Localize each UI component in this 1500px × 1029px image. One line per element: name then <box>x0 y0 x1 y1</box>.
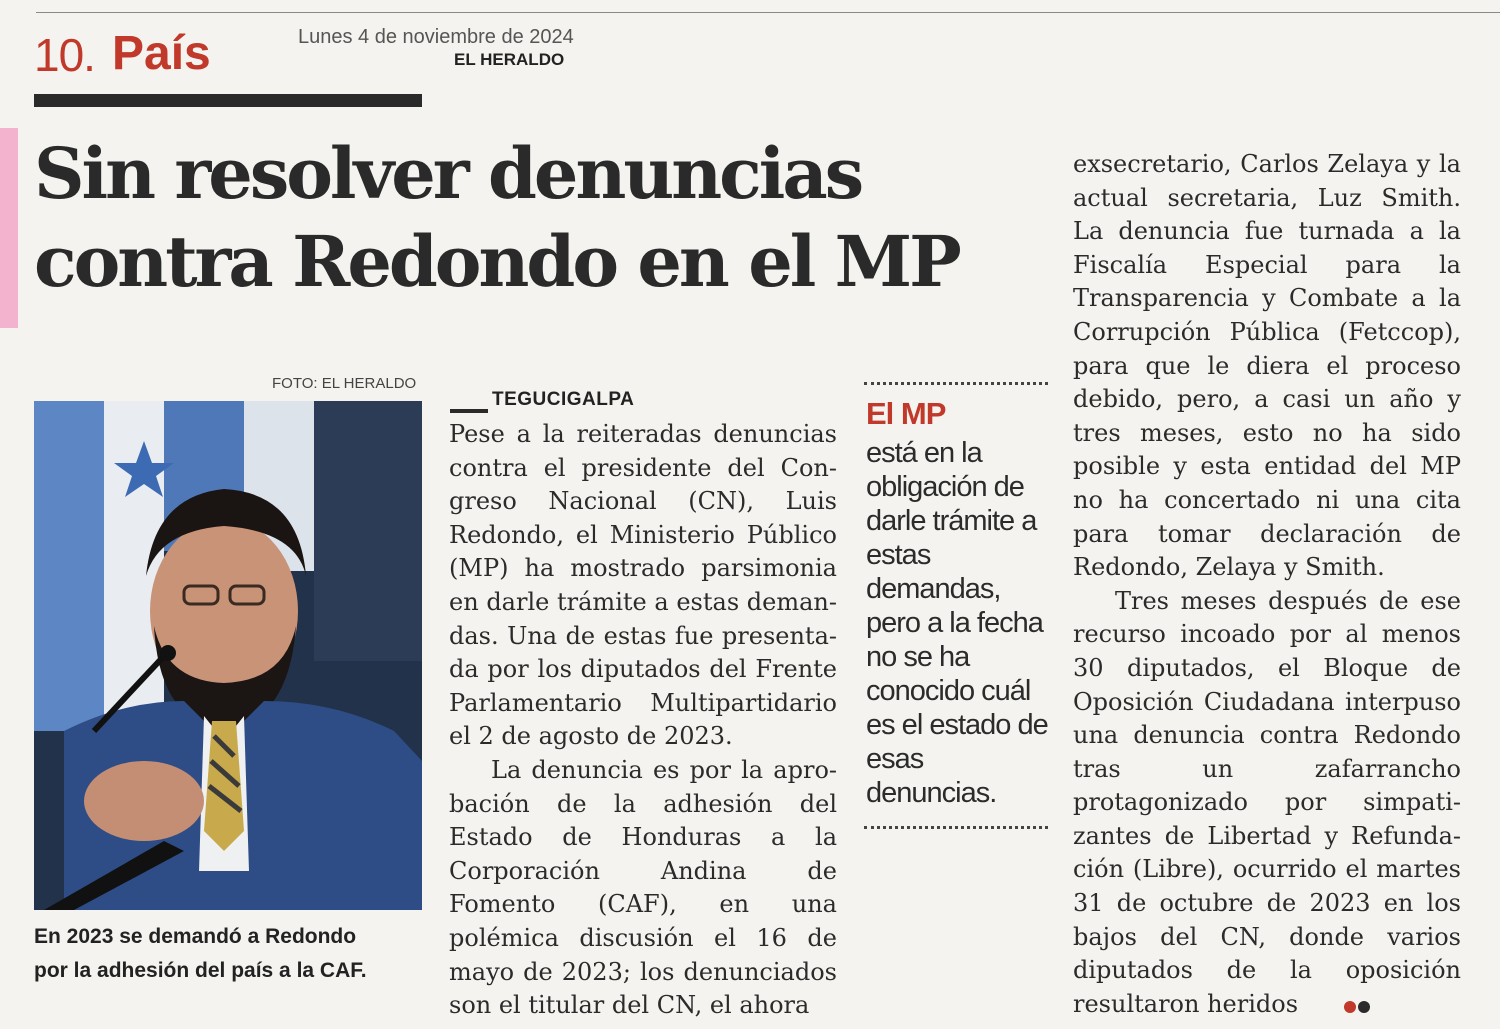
article-column-1 <box>449 418 837 1023</box>
article-column-3 <box>1073 148 1461 1022</box>
pull-quote-top-rule <box>864 382 1048 385</box>
dateline: TEGUCIGALPA <box>492 389 635 410</box>
page-number: 10. <box>34 29 95 81</box>
paragraph-with-end-mark <box>1073 585 1461 1022</box>
section-rule <box>34 94 422 107</box>
highlighter-mark <box>0 128 18 328</box>
pull-quote-bottom-rule <box>864 826 1048 829</box>
pull-quote-heading: El MP <box>866 396 946 431</box>
paragraph: La denuncia es por la aprobación de la adhesión del Estado de Honduras a la Corporación Andina de Fomento (CAF), en una polémica discusión el 16 de mayo de 2023; los denunciados son el titular del CN, el ahora <box>449 755 837 1020</box>
photo-illustration <box>34 401 422 910</box>
headline-line-1: Sin resolver denuncias <box>34 132 862 215</box>
paragraph: exsecretario, Carlos Zelaya y la actual secretaria, Luz Smith. La denuncia fue turnada a la Fiscalía Especial para la Transparencia y Combate a la Corrupción Pública (Fetccop), para que le diera el proceso debido, pero, a casi un año y tres meses, esto no ha sido posible y esta entidad del MP no ha concertado ni una cita para tomar declaración de Redondo, Zelaya y Smith. <box>1073 150 1461 582</box>
top-rule <box>36 12 1500 13</box>
headline <box>34 130 1054 306</box>
pull-quote-text: está en la obligación de darle trámite a estas demandas, pero a la fecha no se ha conocido cuál es el estado de esas denuncias. <box>866 437 1048 809</box>
issue-date: Lunes 4 de noviembre de 2024 <box>298 26 574 48</box>
newspaper-name: EL HERALDO <box>454 50 565 69</box>
photo-credit: FOTO: EL HERALDO <box>272 375 417 392</box>
dateline-rule <box>450 409 488 413</box>
section-name: País <box>112 27 211 80</box>
caption-line-1: En 2023 se demandó a Redondo <box>34 925 357 948</box>
paragraph: Pese a la reiteradas denuncias contra el presidente del Congreso Nacional (CN), Luis Redondo, el Ministerio Público (MP) ha mostrado parsimonia en darle trámite a estas demandas. Una de estas fue presentada por los diputados del Frente Parlamentario Multipartidario el 2 de agosto de 2023. <box>449 420 837 751</box>
paragraph: Tres meses después de ese recurso incoado por al menos 30 diputados, el Bloque de Oposición Ciudadana interpuso una denuncia contra Redondo tras un zafarrancho protagonizado por simpatizantes de Libertad y Refundación (Libre), ocurrido el martes 31 de octubre de 2023 en los bajos del CN, donde varios diputados de la oposición resultaron heridos <box>1073 586 1461 1018</box>
end-of-article-icon <box>1302 989 1372 1023</box>
photo-caption <box>34 920 424 988</box>
article-photo <box>34 401 422 910</box>
headline-line-2: contra Redondo en el MP <box>34 220 959 303</box>
caption-line-2: por la adhesión del país a la CAF. <box>34 959 367 982</box>
